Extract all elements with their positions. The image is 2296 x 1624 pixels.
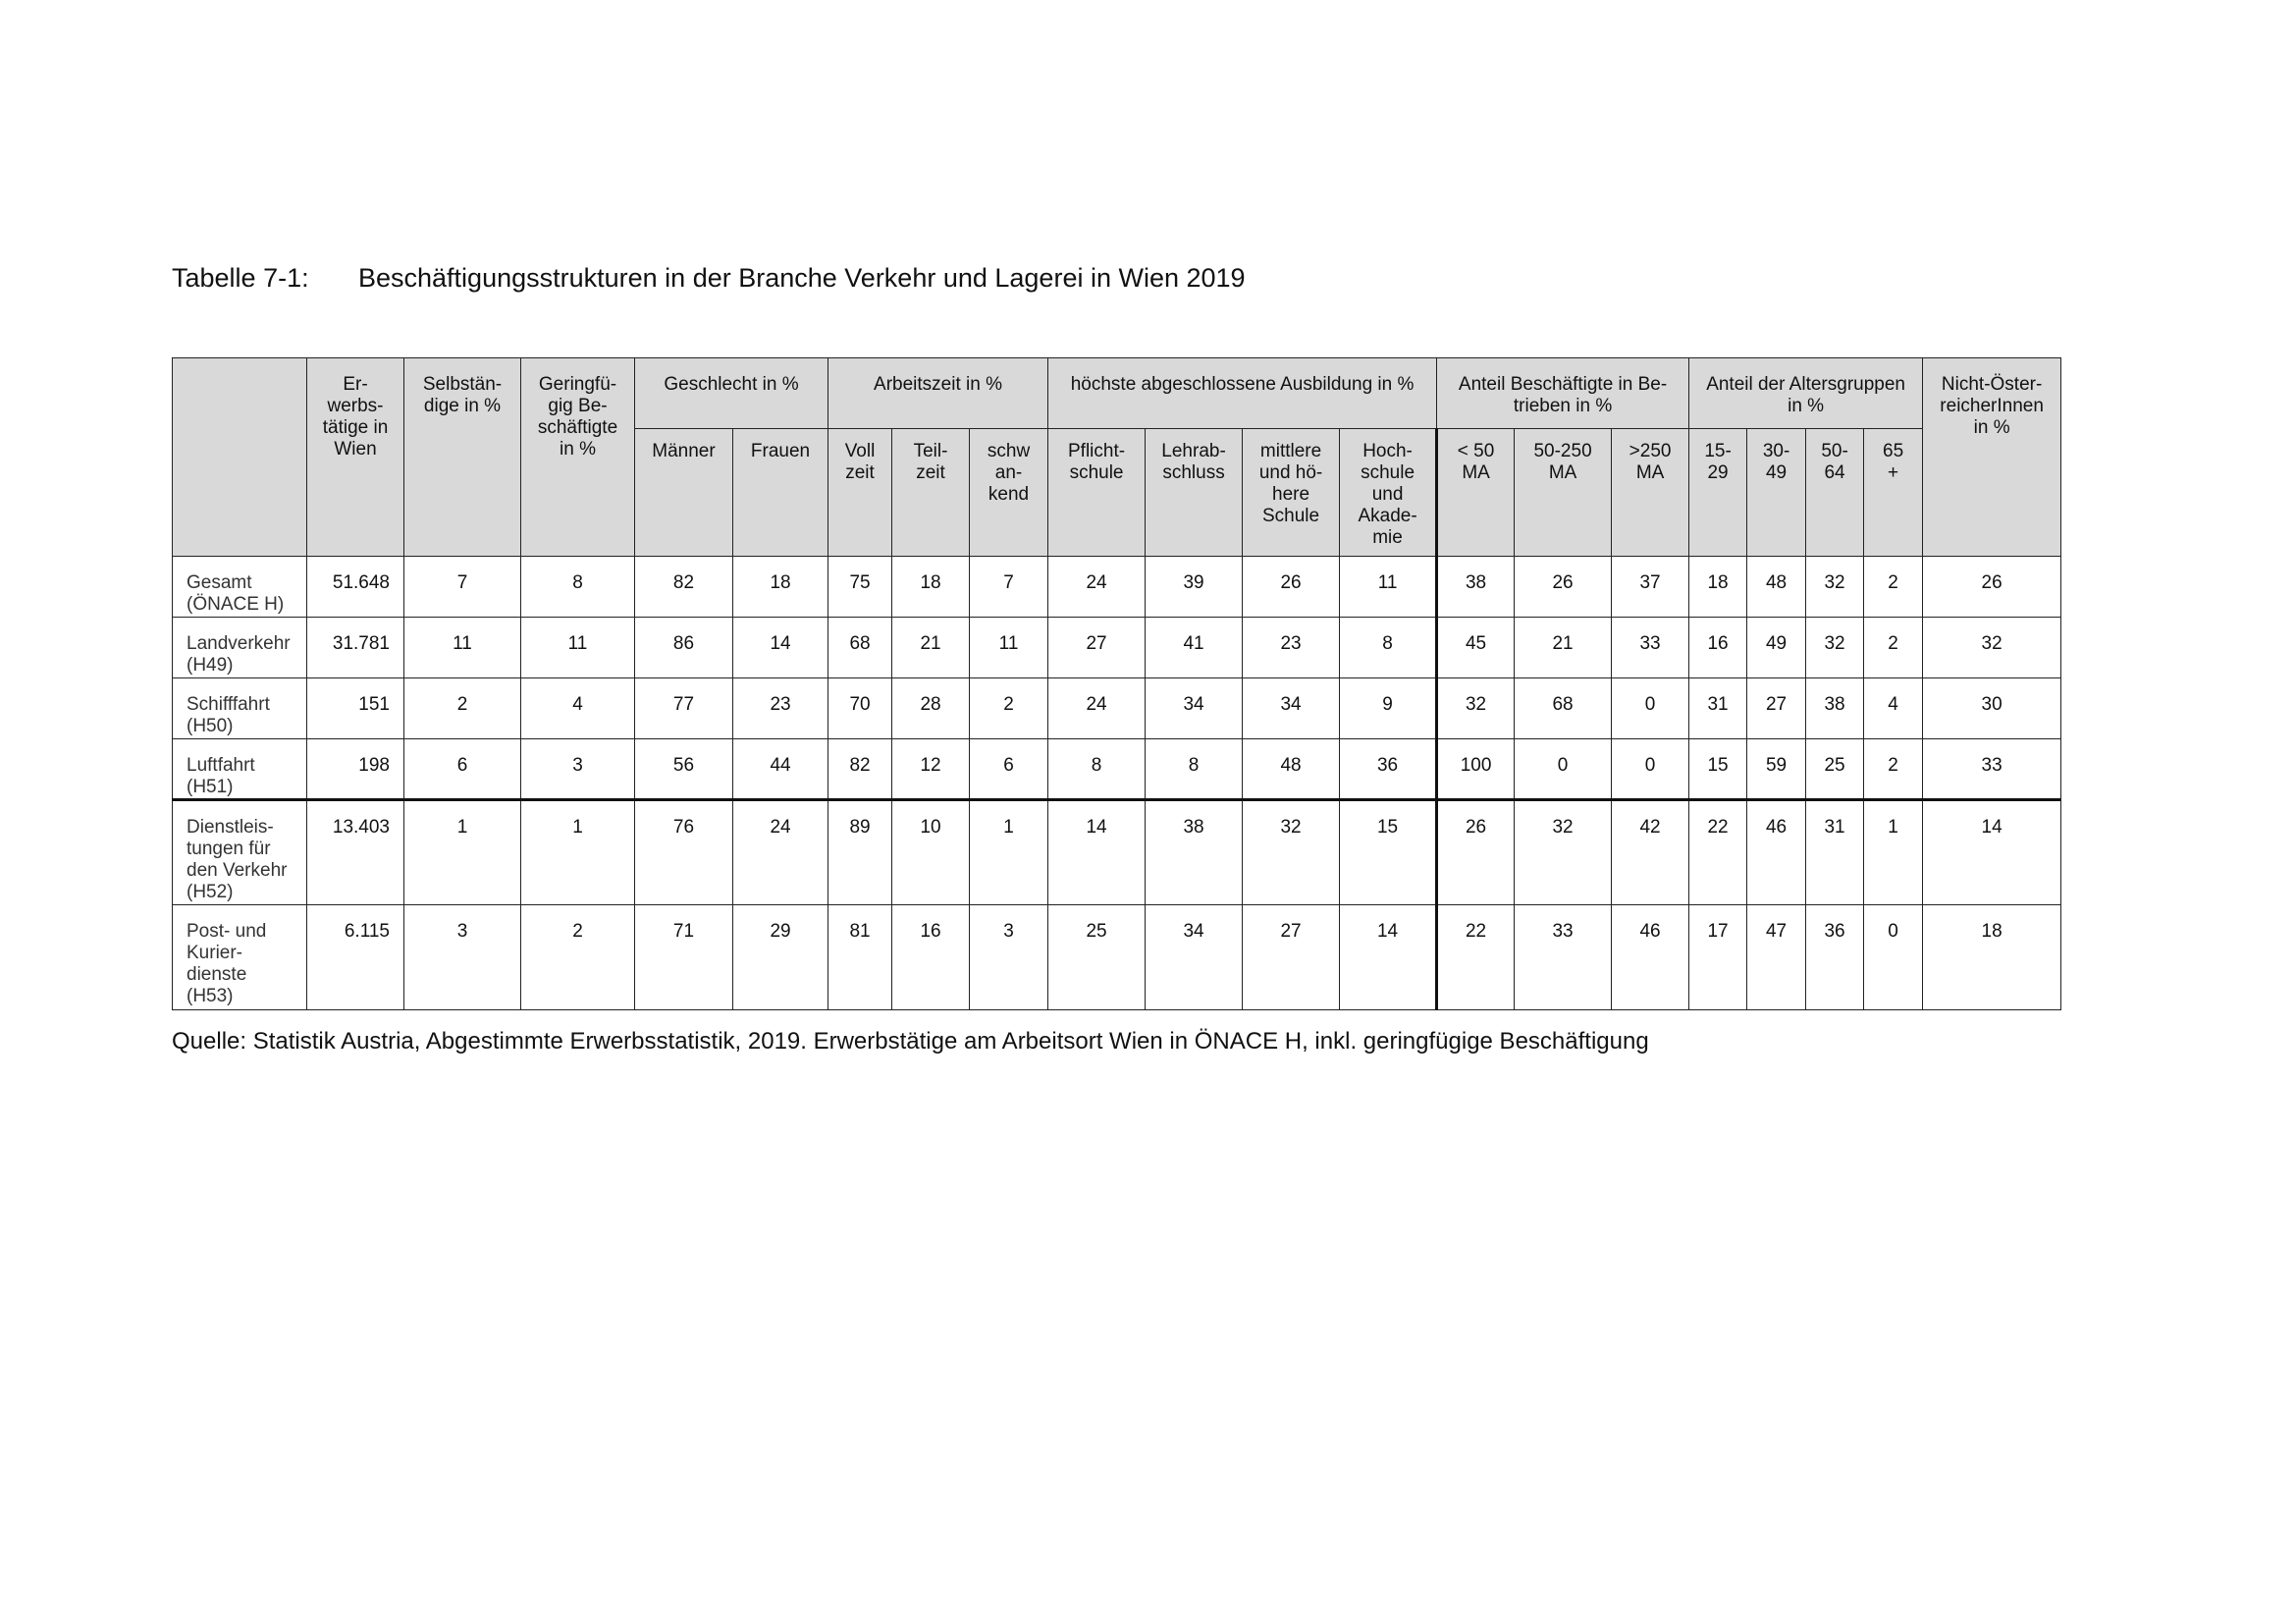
table-row (173, 739, 2061, 800)
header-nicht-oesterreicher: Nicht-Öster- reicherInnen in % (1923, 358, 2061, 557)
table-cell: 75 (828, 557, 892, 618)
table-cell: 23 (733, 678, 828, 739)
table-cell: 14 (733, 618, 828, 678)
table-cell: 82 (635, 557, 733, 618)
cell-erwerbstaetige: 31.781 (307, 618, 404, 678)
table-cell: 28 (892, 678, 970, 739)
table-cell: 23 (1243, 618, 1340, 678)
table-cell: 12 (892, 739, 970, 800)
table-cell: 8 (1146, 739, 1243, 800)
table-cell: 21 (1515, 618, 1612, 678)
header-geschlecht: Geschlecht in % (635, 358, 828, 429)
table-cell: 77 (635, 678, 733, 739)
cell-erwerbstaetige: 51.648 (307, 557, 404, 618)
table-cell: 1 (1864, 800, 1923, 905)
table-cell: 45 (1437, 618, 1515, 678)
table-cell: 56 (635, 739, 733, 800)
row-label: Schifffahrt (H50) (173, 678, 307, 739)
table-cell: 32 (1806, 618, 1864, 678)
header-arbeitszeit: Arbeitszeit in % (828, 358, 1048, 429)
table-cell: 46 (1747, 800, 1806, 905)
table-cell: 11 (404, 618, 521, 678)
table-cell: 4 (1864, 678, 1923, 739)
table-cell: 18 (733, 557, 828, 618)
cell-erwerbstaetige: 13.403 (307, 800, 404, 905)
table-row (173, 905, 2061, 1010)
header-schwankend: schw an- kend (970, 429, 1048, 557)
table-cell: 14 (1923, 800, 2061, 905)
table-cell: 7 (970, 557, 1048, 618)
table-cell: 1 (970, 800, 1048, 905)
table-cell: 26 (1515, 557, 1612, 618)
table-cell: 1 (521, 800, 635, 905)
table-cell: 100 (1437, 739, 1515, 800)
row-label: Post- und Kurier- dienste (H53) (173, 905, 307, 1010)
table-cell: 47 (1747, 905, 1806, 1010)
table-cell: 3 (404, 905, 521, 1010)
header-vollzeit: Voll zeit (828, 429, 892, 557)
table-cell: 24 (1048, 557, 1146, 618)
table-cell: 42 (1612, 800, 1689, 905)
table-cell: 22 (1437, 905, 1515, 1010)
table-cell: 32 (1515, 800, 1612, 905)
table-cell: 9 (1340, 678, 1437, 739)
table-cell: 2 (404, 678, 521, 739)
table-cell: 32 (1923, 618, 2061, 678)
table-cell: 38 (1146, 800, 1243, 905)
table-cell: 34 (1243, 678, 1340, 739)
table-row (173, 678, 2061, 739)
table-cell: 18 (1689, 557, 1747, 618)
table-cell: 32 (1437, 678, 1515, 739)
table-cell: 31 (1689, 678, 1747, 739)
table-cell: 68 (828, 618, 892, 678)
header-ausbildung: höchste abgeschlossene Ausbildung in % (1048, 358, 1437, 429)
table-cell: 39 (1146, 557, 1243, 618)
table-cell: 48 (1747, 557, 1806, 618)
table-cell: 38 (1806, 678, 1864, 739)
table-cell: 26 (1437, 800, 1515, 905)
table-cell: 2 (970, 678, 1048, 739)
header-50-250-ma: 50-250 MA (1515, 429, 1612, 557)
table-cell: 81 (828, 905, 892, 1010)
table-cell: 16 (1689, 618, 1747, 678)
table-cell: 0 (1515, 739, 1612, 800)
table-cell: 25 (1048, 905, 1146, 1010)
table-cell: 49 (1747, 618, 1806, 678)
table-cell: 36 (1340, 739, 1437, 800)
table-cell: 14 (1340, 905, 1437, 1010)
header-betriebe: Anteil Beschäftigte in Be- trieben in % (1437, 358, 1689, 429)
table-row (173, 618, 2061, 678)
table-caption (172, 263, 1246, 294)
table-cell: 48 (1243, 739, 1340, 800)
table-cell: 15 (1689, 739, 1747, 800)
header-hochschule: Hoch- schule und Akade- mie (1340, 429, 1437, 557)
table-cell: 89 (828, 800, 892, 905)
cell-erwerbstaetige: 198 (307, 739, 404, 800)
table-cell: 24 (733, 800, 828, 905)
table-cell: 2 (1864, 557, 1923, 618)
table-cell: 3 (521, 739, 635, 800)
employment-structure-table (172, 357, 2061, 1010)
row-label: Gesamt (ÖNACE H) (173, 557, 307, 618)
table-cell: 34 (1146, 905, 1243, 1010)
table-cell: 0 (1612, 739, 1689, 800)
table-cell: 32 (1806, 557, 1864, 618)
table-cell: 76 (635, 800, 733, 905)
table-cell: 27 (1747, 678, 1806, 739)
table-title: Beschäftigungsstrukturen in der Branche Verkehr und Lagerei in Wien 2019 (358, 263, 1246, 293)
table-cell: 0 (1864, 905, 1923, 1010)
table-cell: 11 (521, 618, 635, 678)
table-cell: 8 (1340, 618, 1437, 678)
table-row (173, 800, 2061, 905)
table-cell: 68 (1515, 678, 1612, 739)
header-lt50-ma: < 50 MA (1437, 429, 1515, 557)
header-age-30-49: 30- 49 (1747, 429, 1806, 557)
table-cell: 34 (1146, 678, 1243, 739)
table-cell: 16 (892, 905, 970, 1010)
table-cell: 36 (1806, 905, 1864, 1010)
header-teilzeit: Teil- zeit (892, 429, 970, 557)
table-cell: 30 (1923, 678, 2061, 739)
header-altersgruppen: Anteil der Altersgruppen in % (1689, 358, 1923, 429)
table-cell: 21 (892, 618, 970, 678)
table-cell: 22 (1689, 800, 1747, 905)
table-cell: 29 (733, 905, 828, 1010)
table-cell: 86 (635, 618, 733, 678)
table-cell: 6 (970, 739, 1048, 800)
table-cell: 70 (828, 678, 892, 739)
header-maenner: Männer (635, 429, 733, 557)
row-label: Landverkehr (H49) (173, 618, 307, 678)
table-cell: 1 (404, 800, 521, 905)
table-cell: 14 (1048, 800, 1146, 905)
table-cell: 3 (970, 905, 1048, 1010)
table-cell: 26 (1243, 557, 1340, 618)
header-corner (173, 358, 307, 557)
table-cell: 18 (1923, 905, 2061, 1010)
table-cell: 2 (1864, 739, 1923, 800)
table-cell: 8 (521, 557, 635, 618)
table-cell: 11 (1340, 557, 1437, 618)
cell-erwerbstaetige: 6.115 (307, 905, 404, 1010)
table-cell: 0 (1612, 678, 1689, 739)
table-cell: 27 (1243, 905, 1340, 1010)
table-cell: 7 (404, 557, 521, 618)
table-cell: 33 (1612, 618, 1689, 678)
cell-erwerbstaetige: 151 (307, 678, 404, 739)
table-cell: 6 (404, 739, 521, 800)
header-gt250-ma: >250 MA (1612, 429, 1689, 557)
header-lehrabschluss: Lehrab- schluss (1146, 429, 1243, 557)
table-cell: 2 (1864, 618, 1923, 678)
table-cell: 2 (521, 905, 635, 1010)
table-cell: 24 (1048, 678, 1146, 739)
table-cell: 4 (521, 678, 635, 739)
header-erwerbstaetige: Er- werbs- tätige in Wien (307, 358, 404, 557)
header-age-50-64: 50- 64 (1806, 429, 1864, 557)
table-cell: 25 (1806, 739, 1864, 800)
header-mittlere-hoehere-schule: mittlere und hö- here Schule (1243, 429, 1340, 557)
table-cell: 71 (635, 905, 733, 1010)
header-row-groups (173, 358, 2061, 429)
header-selbstaendige: Selbstän- dige in % (404, 358, 521, 557)
table-cell: 44 (733, 739, 828, 800)
table-cell: 41 (1146, 618, 1243, 678)
header-geringfuegig: Geringfü- gig Be- schäftigte in % (521, 358, 635, 557)
table-cell: 15 (1340, 800, 1437, 905)
table-cell: 38 (1437, 557, 1515, 618)
table-cell: 32 (1243, 800, 1340, 905)
row-label: Dienstleis- tungen für den Verkehr (H52) (173, 800, 307, 905)
table-cell: 46 (1612, 905, 1689, 1010)
table-cell: 17 (1689, 905, 1747, 1010)
table-cell: 31 (1806, 800, 1864, 905)
table-cell: 11 (970, 618, 1048, 678)
header-age-15-29: 15- 29 (1689, 429, 1747, 557)
table-cell: 33 (1515, 905, 1612, 1010)
source-note: Quelle: Statistik Austria, Abgestimmte Erwerbsstatistik, 2019. Erwerbstätige am Arbeitsort Wien in ÖNACE H, inkl. geringfügige Beschäftigung (172, 1028, 1649, 1055)
header-pflichtschule: Pflicht- schule (1048, 429, 1146, 557)
table-cell: 33 (1923, 739, 2061, 800)
header-frauen: Frauen (733, 429, 828, 557)
table-cell: 10 (892, 800, 970, 905)
header-age-65-plus: 65 + (1864, 429, 1923, 557)
table-cell: 82 (828, 739, 892, 800)
table-body (173, 557, 2061, 1010)
table-cell: 37 (1612, 557, 1689, 618)
table-number: Tabelle 7-1: (172, 263, 309, 293)
table-cell: 27 (1048, 618, 1146, 678)
table-cell: 59 (1747, 739, 1806, 800)
row-label: Luftfahrt (H51) (173, 739, 307, 800)
table-cell: 18 (892, 557, 970, 618)
table-row (173, 557, 2061, 618)
table-cell: 8 (1048, 739, 1146, 800)
table-cell: 26 (1923, 557, 2061, 618)
